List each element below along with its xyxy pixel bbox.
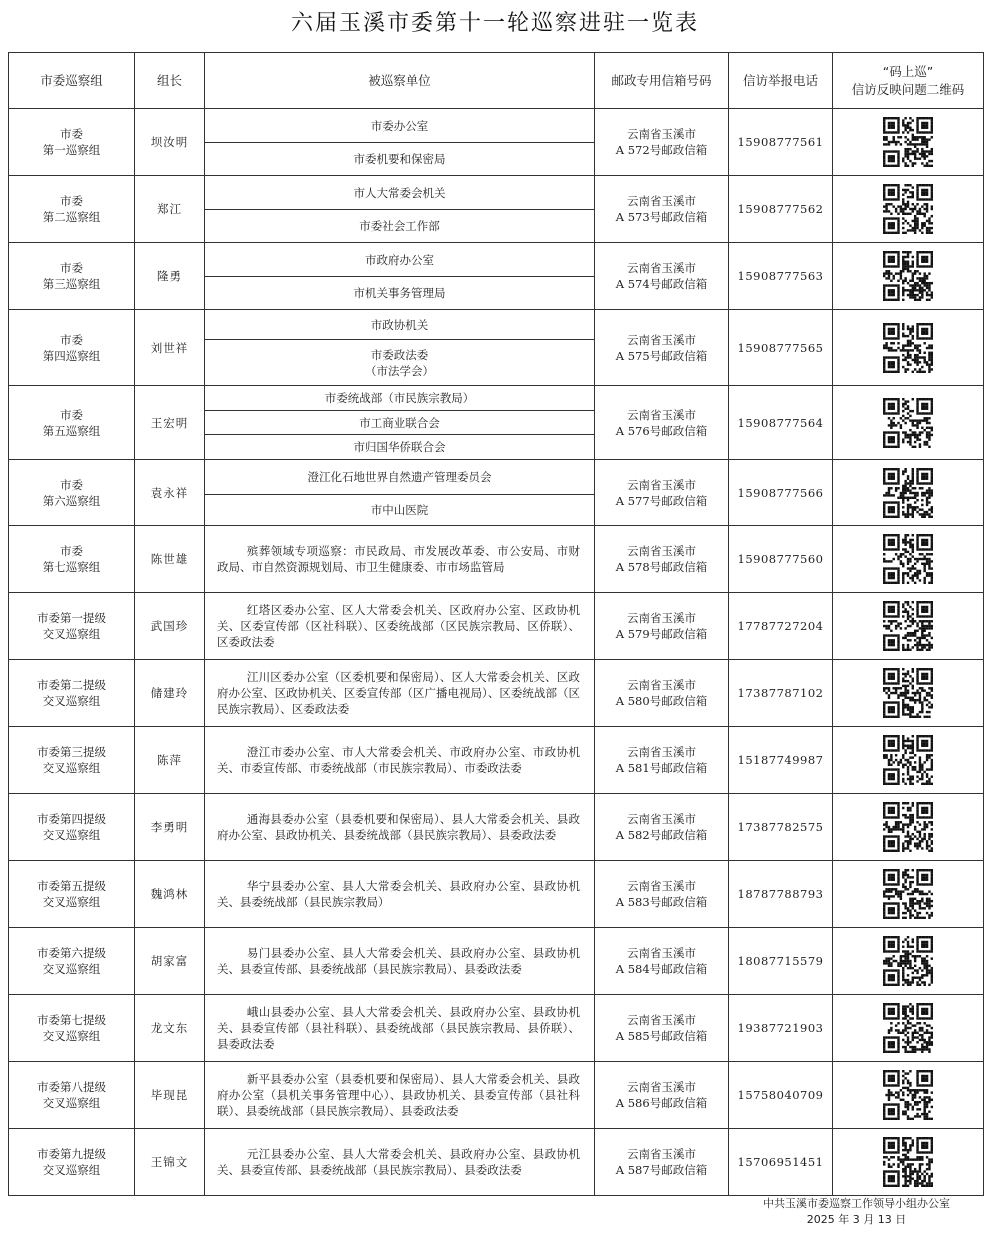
mailbox-line: 云南省玉溪市 (627, 544, 696, 558)
qr-cell (833, 386, 984, 460)
inspected-unit: 市政府办公室 (365, 252, 434, 267)
group-cell (9, 593, 135, 660)
mailbox-line: 云南省玉溪市 (627, 261, 696, 275)
table-row (9, 460, 984, 526)
mailbox-line: A 573号邮政信箱 (615, 210, 708, 224)
group-name-line: 第四巡察组 (42, 348, 101, 363)
units-cell (205, 310, 595, 386)
qr-cell (833, 660, 984, 727)
mailbox-line: 云南省玉溪市 (627, 194, 696, 208)
mailbox-cell (595, 928, 729, 995)
mailbox-line: A 574号邮政信箱 (615, 277, 708, 291)
mailbox-line: 云南省玉溪市 (627, 407, 696, 422)
header-qr (833, 53, 984, 109)
units-cell (205, 109, 595, 176)
mailbox-line: A 586号邮政信箱 (615, 1096, 708, 1110)
group-name-line: 市委 (60, 477, 83, 492)
mailbox-line: A 587号邮政信箱 (615, 1163, 708, 1177)
group-cell (9, 526, 135, 593)
header-phone: 信访举报电话 (729, 53, 833, 109)
table-row (9, 1129, 984, 1196)
group-name-line: 交叉巡察组 (42, 694, 101, 708)
header-qr-line2: 信访反映问题二维码 (851, 81, 965, 97)
qr-cell (833, 794, 984, 861)
table-row (9, 109, 984, 176)
group-name-line: 市委第九提级 (37, 1147, 106, 1161)
qr-cell (833, 861, 984, 928)
header-units: 被巡察单位 (205, 53, 595, 109)
units-cell (205, 460, 595, 526)
qr-cell (833, 176, 984, 243)
group-cell (9, 109, 135, 176)
mailbox-cell (595, 1129, 729, 1196)
units-cell (205, 660, 595, 727)
inspected-unit: 市委政法委 （市法学会） (205, 339, 594, 385)
qr-code-icon (883, 323, 933, 373)
mailbox-line: 云南省玉溪市 (627, 332, 696, 347)
group-name-line: 市委 (60, 544, 83, 558)
mailbox-line: A 579号邮政信箱 (615, 627, 708, 641)
inspected-unit: 市委办公室 (370, 118, 429, 133)
inspected-unit: 江川区委办公室（区委机要和保密局）、区人大常委会机关、区政府办公室、区政协机关、区委宣传部（区广播电视局）、区委统战部（区民族宗教局）、区委政法委 (217, 670, 580, 716)
group-name-line: 市委 (60, 332, 83, 347)
leader-cell: 李勇明 (135, 794, 205, 861)
phone-cell: 18787788793 (729, 861, 833, 928)
mailbox-line: A 572号邮政信箱 (615, 143, 708, 157)
phone-cell: 15908777566 (729, 460, 833, 526)
inspected-unit: 市委机要和保密局 (205, 142, 594, 175)
units-cell (205, 928, 595, 995)
mailbox-cell (595, 995, 729, 1062)
leader-cell: 魏鸿林 (135, 861, 205, 928)
phone-cell: 15908777561 (729, 109, 833, 176)
units-cell (205, 794, 595, 861)
leader-cell: 隆勇 (135, 243, 205, 310)
leader-cell: 胡家富 (135, 928, 205, 995)
mailbox-cell (595, 727, 729, 794)
mailbox-cell (595, 460, 729, 526)
group-cell (9, 176, 135, 243)
qr-cell (833, 995, 984, 1062)
group-name-line: 市委第八提级 (37, 1080, 106, 1094)
leader-cell: 郑江 (135, 176, 205, 243)
mailbox-line: 云南省玉溪市 (627, 127, 696, 141)
inspected-unit: 市中山医院 (205, 494, 594, 525)
inspected-unit: 澄江化石地世界自然遗产管理委员会 (307, 470, 492, 484)
inspected-unit: 峨山县委办公室、县人大常委会机关、县政府办公室、县政协机关、县委宣传部（县社科联）、县委统战部（县民族宗教局、县侨联）、县委政法委 (217, 1005, 580, 1051)
qr-code-icon (883, 735, 933, 785)
inspected-unit: 红塔区委办公室、区人大常委会机关、区政府办公室、区政协机关、区委宣传部（区社科联）、区委统战部（区民族宗教局、区侨联）、区委政法委 (217, 603, 580, 649)
group-name-line: 第六巡察组 (42, 493, 101, 508)
group-name-line: 市委第五提级 (37, 879, 106, 893)
mailbox-line: 云南省玉溪市 (627, 946, 696, 960)
group-name-line: 市委第一提级 (37, 611, 106, 625)
mailbox-cell (595, 526, 729, 593)
mailbox-line: A 584号邮政信箱 (615, 962, 708, 976)
phone-cell: 18087715579 (729, 928, 833, 995)
mailbox-line: A 577号邮政信箱 (615, 493, 708, 508)
header-leader: 组长 (135, 53, 205, 109)
table-row (9, 310, 984, 386)
inspected-unit: 元江县委办公室、县人大常委会机关、县政府办公室、县政协机关、县委宣传部、县委统战部（县民族宗教局）、县委政法委 (217, 1147, 580, 1177)
leader-cell: 王宏明 (135, 386, 205, 460)
group-name-line: 交叉巡察组 (42, 1096, 101, 1110)
inspected-unit: 市工商业联合会 (205, 410, 594, 434)
group-cell (9, 1062, 135, 1129)
table-row (9, 176, 984, 243)
mailbox-line: 云南省玉溪市 (627, 879, 696, 893)
phone-cell: 15908777565 (729, 310, 833, 386)
qr-code-icon (883, 668, 933, 718)
mailbox-cell (595, 1062, 729, 1129)
qr-code-icon (883, 117, 933, 167)
units-cell (205, 995, 595, 1062)
qr-code-icon (883, 601, 933, 651)
group-cell (9, 660, 135, 727)
mailbox-cell (595, 861, 729, 928)
qr-code-icon (883, 869, 933, 919)
qr-cell (833, 243, 984, 310)
table-row (9, 861, 984, 928)
inspected-unit: 殡葬领域专项巡察：市民政局、市发展改革委、市公安局、市财政局、市自然资源规划局、市卫生健康委、市市场监管局 (217, 544, 580, 574)
group-name-line: 第一巡察组 (42, 143, 101, 157)
mailbox-line: 云南省玉溪市 (627, 812, 696, 826)
mailbox-line: A 578号邮政信箱 (615, 560, 708, 574)
qr-cell (833, 310, 984, 386)
inspected-unit: 市归国华侨联合会 (205, 434, 594, 459)
group-name-line: 市委 (60, 127, 83, 141)
leader-cell: 王锦文 (135, 1129, 205, 1196)
footer (763, 1196, 950, 1228)
inspected-unit: 市人大常委会机关 (353, 185, 446, 200)
table-row (9, 1062, 984, 1129)
table-row (9, 243, 984, 310)
table-row (9, 794, 984, 861)
units-cell (205, 1129, 595, 1196)
units-cell (205, 861, 595, 928)
group-cell (9, 794, 135, 861)
mailbox-line: 云南省玉溪市 (627, 611, 696, 625)
phone-cell: 15908777560 (729, 526, 833, 593)
table-row (9, 526, 984, 593)
group-cell (9, 1129, 135, 1196)
qr-code-icon (883, 1070, 933, 1120)
group-name-line: 交叉巡察组 (42, 962, 101, 976)
mailbox-line: 云南省玉溪市 (627, 1080, 696, 1094)
table-row (9, 660, 984, 727)
phone-cell: 15908777562 (729, 176, 833, 243)
qr-cell (833, 109, 984, 176)
qr-cell (833, 1129, 984, 1196)
group-name-line: 交叉巡察组 (42, 828, 101, 842)
inspected-unit: 易门县委办公室、县人大常委会机关、县政府办公室、县政协机关、县委宣传部、县委统战部（县民族宗教局）、县委政法委 (217, 946, 580, 976)
units-cell (205, 243, 595, 310)
mailbox-cell (595, 660, 729, 727)
group-cell (9, 995, 135, 1062)
mailbox-line: 云南省玉溪市 (627, 745, 696, 759)
phone-cell: 17787727204 (729, 593, 833, 660)
table-row (9, 928, 984, 995)
qr-code-icon (883, 802, 933, 852)
mailbox-line: 云南省玉溪市 (627, 1147, 696, 1161)
inspected-unit: 市政协机关 (370, 317, 429, 332)
group-cell (9, 460, 135, 526)
leader-cell: 毕现昆 (135, 1062, 205, 1129)
group-name-line: 市委第六提级 (37, 946, 106, 960)
mailbox-cell (595, 176, 729, 243)
qr-cell (833, 526, 984, 593)
table-row (9, 386, 984, 460)
group-name-line: 交叉巡察组 (42, 1029, 101, 1043)
group-name-line: 市委第四提级 (37, 812, 106, 826)
qr-code-icon (883, 251, 933, 301)
group-cell (9, 243, 135, 310)
qr-code-icon (883, 534, 933, 584)
inspected-unit: 市委社会工作部 (205, 209, 594, 242)
qr-cell (833, 928, 984, 995)
table-row (9, 593, 984, 660)
group-name-line: 市委 (60, 194, 83, 208)
leader-cell: 刘世祥 (135, 310, 205, 386)
phone-cell: 17387782575 (729, 794, 833, 861)
mailbox-line: 云南省玉溪市 (627, 477, 696, 492)
patrol-table (8, 52, 984, 1196)
page-title: 六届玉溪市委第十一轮巡察进驻一览表 (290, 11, 699, 36)
units-cell (205, 1062, 595, 1129)
qr-code-icon (883, 398, 933, 448)
header-mailbox: 邮政专用信箱号码 (595, 53, 729, 109)
qr-code-icon (883, 468, 933, 518)
group-name-line: 第二巡察组 (42, 210, 101, 224)
inspected-unit: 澄江市委办公室、市人大常委会机关、市政府办公室、市政协机关、市委宣传部、市委统战部（市民族宗教局）、市委政法委 (217, 745, 580, 775)
group-name-line: 市委第二提级 (37, 678, 106, 692)
group-name-line: 第五巡察组 (42, 423, 101, 438)
group-cell (9, 727, 135, 794)
mailbox-line: 云南省玉溪市 (627, 678, 696, 692)
leader-cell: 陈世雄 (135, 526, 205, 593)
group-cell (9, 928, 135, 995)
mailbox-cell (595, 386, 729, 460)
table-row (9, 727, 984, 794)
leader-cell: 储建玲 (135, 660, 205, 727)
qr-code-icon (883, 936, 933, 986)
group-name-line: 市委第三提级 (37, 745, 106, 759)
group-cell (9, 861, 135, 928)
phone-cell: 15706951451 (729, 1129, 833, 1196)
qr-code-icon (883, 1003, 933, 1053)
units-cell (205, 526, 595, 593)
group-name-line: 交叉巡察组 (42, 627, 101, 641)
group-name-line: 第三巡察组 (42, 277, 101, 291)
group-name-line: 第七巡察组 (42, 560, 101, 574)
group-name-line: 交叉巡察组 (42, 761, 101, 775)
mailbox-line: A 585号邮政信箱 (615, 1029, 708, 1043)
phone-cell: 15187749987 (729, 727, 833, 794)
leader-cell: 袁永祥 (135, 460, 205, 526)
mailbox-cell (595, 794, 729, 861)
header-group: 市委巡察组 (9, 53, 135, 109)
inspected-unit: 通海县委办公室（县委机要和保密局）、县人大常委会机关、县政府办公室、县政协机关、县委统战部（县民族宗教局）、县委政法委 (217, 812, 580, 842)
qr-code-icon (883, 184, 933, 234)
qr-cell (833, 727, 984, 794)
phone-cell: 15758040709 (729, 1062, 833, 1129)
mailbox-line: A 575号邮政信箱 (615, 348, 708, 363)
group-name-line: 市委 (60, 261, 83, 275)
mailbox-line: A 580号邮政信箱 (615, 694, 708, 708)
mailbox-line: A 581号邮政信箱 (615, 761, 708, 775)
qr-cell (833, 1062, 984, 1129)
mailbox-cell (595, 109, 729, 176)
footer-org: 中共玉溪市委巡察工作领导小组办公室 (763, 1197, 950, 1210)
leader-cell: 坝汝明 (135, 109, 205, 176)
mailbox-line: A 576号邮政信箱 (615, 423, 708, 438)
phone-cell: 15908777564 (729, 386, 833, 460)
phone-cell: 17387787102 (729, 660, 833, 727)
inspected-unit: 市委统战部（市民族宗教局） (324, 391, 475, 405)
group-cell (9, 386, 135, 460)
group-name-line: 市委 (60, 407, 83, 422)
header-qr-line1: “码上巡” (882, 63, 934, 79)
mailbox-line: A 583号邮政信箱 (615, 895, 708, 909)
phone-cell: 19387721903 (729, 995, 833, 1062)
group-name-line: 交叉巡察组 (42, 895, 101, 909)
phone-cell: 15908777563 (729, 243, 833, 310)
footer-date: 2025 年 3 月 13 日 (806, 1213, 907, 1226)
qr-cell (833, 593, 984, 660)
mailbox-cell (595, 593, 729, 660)
units-cell (205, 593, 595, 660)
units-cell (205, 727, 595, 794)
units-cell (205, 386, 595, 460)
qr-code-icon (883, 1137, 933, 1187)
inspected-unit: 华宁县委办公室、县人大常委会机关、县政府办公室、县政协机关、县委统战部（县民族宗教局） (217, 879, 580, 909)
mailbox-cell (595, 243, 729, 310)
inspected-unit: 市机关事务管理局 (205, 276, 594, 309)
group-name-line: 市委第七提级 (37, 1013, 106, 1027)
leader-cell: 武国珍 (135, 593, 205, 660)
mailbox-line: 云南省玉溪市 (627, 1013, 696, 1027)
group-name-line: 交叉巡察组 (42, 1163, 101, 1177)
qr-cell (833, 460, 984, 526)
mailbox-cell (595, 310, 729, 386)
units-cell (205, 176, 595, 243)
mailbox-line: A 582号邮政信箱 (615, 828, 708, 842)
table-header-row (9, 53, 984, 109)
table-row (9, 995, 984, 1062)
leader-cell: 陈萍 (135, 727, 205, 794)
inspected-unit: 新平县委办公室（县委机要和保密局）、县人大常委会机关、县政府办公室（县机关事务管理中心）、县政协机关、县委宣传部（县社科联）、县委统战部（县民族宗教局）、县委政法委 (217, 1072, 580, 1118)
leader-cell: 龙文东 (135, 995, 205, 1062)
group-cell (9, 310, 135, 386)
